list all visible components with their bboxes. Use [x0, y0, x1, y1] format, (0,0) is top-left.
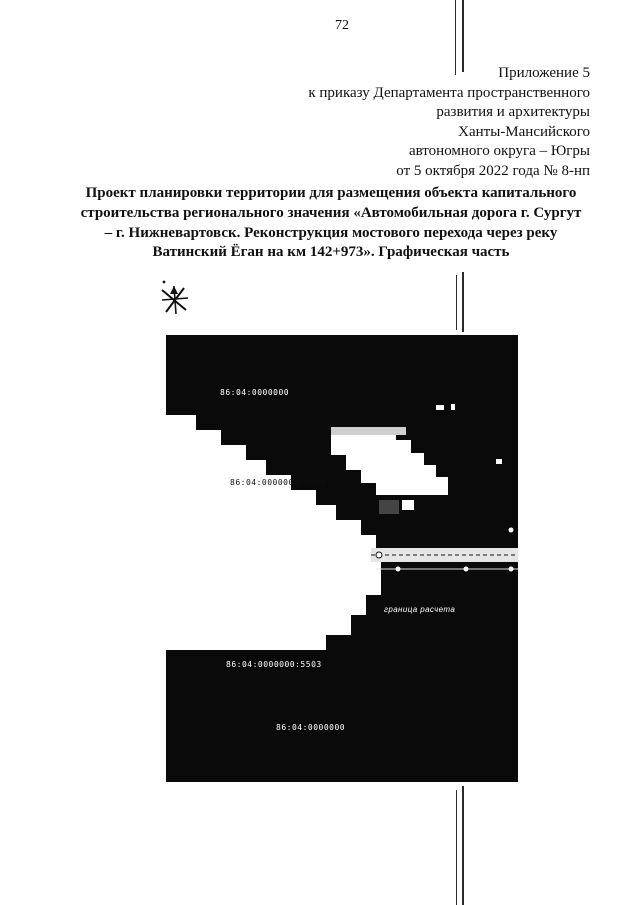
road-area — [331, 427, 406, 435]
appendix-header — [210, 64, 590, 182]
planning-map — [166, 335, 518, 782]
appendix-line: автономного округа – Югры — [408, 143, 590, 160]
scan-line — [462, 0, 464, 72]
appendix-line: Приложение 5 — [498, 65, 590, 81]
scan-line — [462, 786, 464, 905]
title-line: строительства регионального значения «Автомобильная дорога г. Сургут — [80, 204, 582, 221]
page-number: 72 — [335, 18, 349, 33]
land-area — [331, 427, 448, 495]
appendix-line: от 5 октября 2022 года № 8-нп — [396, 162, 590, 179]
parcel-label-top: 86:04:0000000 — [220, 388, 290, 397]
parcel-label-bottom: 86:04:0000000 — [276, 723, 346, 732]
scan-line — [456, 790, 457, 905]
boundary-label: граница расчета — [384, 605, 456, 614]
north-arrow-icon — [158, 278, 192, 318]
parcel-label-mid: 86:04:0000000:0000 — [230, 478, 326, 487]
appendix-line: Ханты-Мансийского — [458, 123, 590, 140]
title-line: Ватинский Ёган на км 142+973». Графическая часть — [152, 244, 510, 261]
appendix-line: развития и архитектуры — [436, 104, 590, 121]
title-line: – г. Нижневартовск. Реконструкция мостового перехода через реку — [104, 224, 558, 241]
scan-line — [456, 275, 457, 330]
document-title — [70, 184, 592, 263]
parcel-label-lower: 86:04:0000000:5503 — [226, 660, 322, 669]
scan-line — [462, 272, 464, 332]
title-line: Проект планировки территории для размещения объекта капитального — [85, 185, 577, 201]
map-graphic — [166, 335, 518, 782]
appendix-line: к приказу Департамента пространственного — [308, 84, 590, 101]
